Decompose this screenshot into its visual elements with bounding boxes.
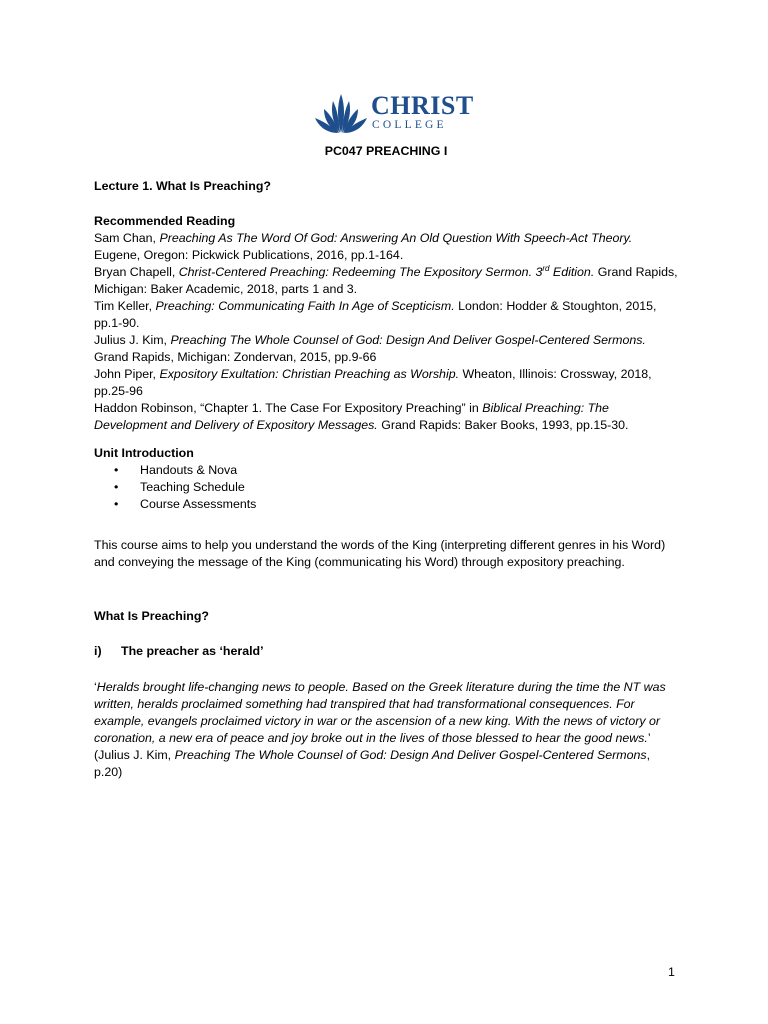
unit-introduction-list — [94, 462, 678, 513]
entry-author: Tim Keller, — [94, 299, 156, 313]
entry-title: Expository Exultation: Christian Preaching as Worship. — [159, 367, 460, 381]
entry-publication: London: Hodder & Stoughton, 2015, pp.1-90. — [94, 299, 657, 330]
quote-text: Heralds brought life-changing news to people. Based on the Greek literature during the time the NT was written, heralds proclaimed something had transpired that had transformational consequences. For example, evangels proclaimed victory in war or the ascension of a new king. With the news of victory or coronation, a new era of peace and joy broke out in the lives of those blessed to hear the good news. — [94, 680, 666, 745]
logo-word-christ: CHRIST — [371, 91, 474, 120]
entry-publication: Wheaton, Illinois: Crossway, 2018, pp.25-96 — [94, 367, 652, 398]
entry-author: Bryan Chapell, — [94, 265, 179, 279]
reading-entry — [94, 366, 678, 400]
bullet-icon: • — [114, 497, 119, 511]
unit-introduction-section — [94, 445, 678, 513]
reading-entry — [94, 264, 678, 298]
quote-open-mark: ‘ — [94, 680, 97, 694]
course-aim-paragraph: This course aims to help you understand the words of the King (interpreting different genres in his Word) and conveying the message of the King (communicating his Word) through expository preaching. — [94, 538, 666, 569]
section-number: i) — [94, 644, 102, 658]
quote-source-title: Preaching The Whole Counsel of God: Design And Deliver Gospel-Centered Sermons — [174, 748, 647, 762]
entry-title-part: . 3 — [528, 265, 543, 279]
bullet-icon: • — [114, 480, 119, 494]
list-item-label: Teaching Schedule — [140, 480, 245, 494]
entry-author: Julius J. Kim, — [94, 333, 171, 347]
entry-publication: Grand Rapids, Michigan: Baker Academic, 2018, parts 1 and 3. — [94, 265, 678, 296]
list-item — [94, 479, 678, 496]
christ-college-logo — [312, 91, 474, 135]
course-title: PC047 PREACHING I — [324, 144, 448, 158]
what-is-preaching-heading: What Is Preaching? — [94, 609, 209, 623]
recommended-reading-section — [94, 213, 678, 434]
entry-title: Preaching The Whole Counsel of God: Design And Deliver Gospel-Centered Sermons. — [170, 333, 646, 347]
flame-emblem-icon — [312, 93, 370, 135]
entry-title: Biblical Preaching: The Development and Delivery of Expository Messages. — [94, 401, 609, 432]
entry-author: Haddon Robinson, “Chapter 1. The Case For Expository Preaching” in — [94, 401, 483, 415]
entry-title: Christ-Centered Preaching: Redeeming The Expository Sermon — [178, 265, 529, 279]
entry-publication: Eugene, Oregon: Pickwick Publications, 2016, pp.1-164. — [94, 248, 404, 262]
entry-superscript: rd — [542, 263, 550, 273]
page-number: 1 — [668, 965, 675, 979]
section-title: The preacher as ‘herald’ — [121, 644, 264, 658]
bullet-icon: • — [114, 463, 119, 477]
lecture-title: Lecture 1. What Is Preaching? — [94, 179, 271, 193]
entry-author: John Piper, — [94, 367, 160, 381]
entry-title: Preaching As The Word Of God: Answering An Old Question With Speech-Act Theory. — [159, 231, 633, 245]
herald-quote — [94, 679, 678, 781]
reading-entry — [94, 400, 678, 434]
entry-publication: Grand Rapids, Michigan: Zondervan, 2015, pp.9-66 — [94, 350, 377, 364]
unit-introduction-heading: Unit Introduction — [94, 446, 194, 460]
logo-word-college: COLLEGE — [372, 119, 447, 131]
quote-source-page: , p.20) — [94, 748, 651, 779]
reading-entry — [94, 230, 678, 264]
quote-citation: ’ (Julius J. Kim, — [94, 731, 651, 762]
reading-entry — [94, 298, 678, 332]
entry-title: Preaching: Communicating Faith In Age of Scepticism. — [155, 299, 455, 313]
entry-author: Sam Chan, — [94, 231, 160, 245]
reading-entry — [94, 332, 678, 366]
list-item-label: Handouts & Nova — [140, 463, 238, 477]
list-item — [94, 496, 678, 513]
list-item-label: Course Assessments — [140, 497, 257, 511]
entry-title-part: Edition. — [549, 265, 595, 279]
list-item — [94, 462, 678, 479]
entry-publication: Grand Rapids: Baker Books, 1993, pp.15-30. — [377, 418, 629, 432]
recommended-reading-heading: Recommended Reading — [94, 214, 236, 228]
section-heading-herald — [94, 643, 678, 660]
